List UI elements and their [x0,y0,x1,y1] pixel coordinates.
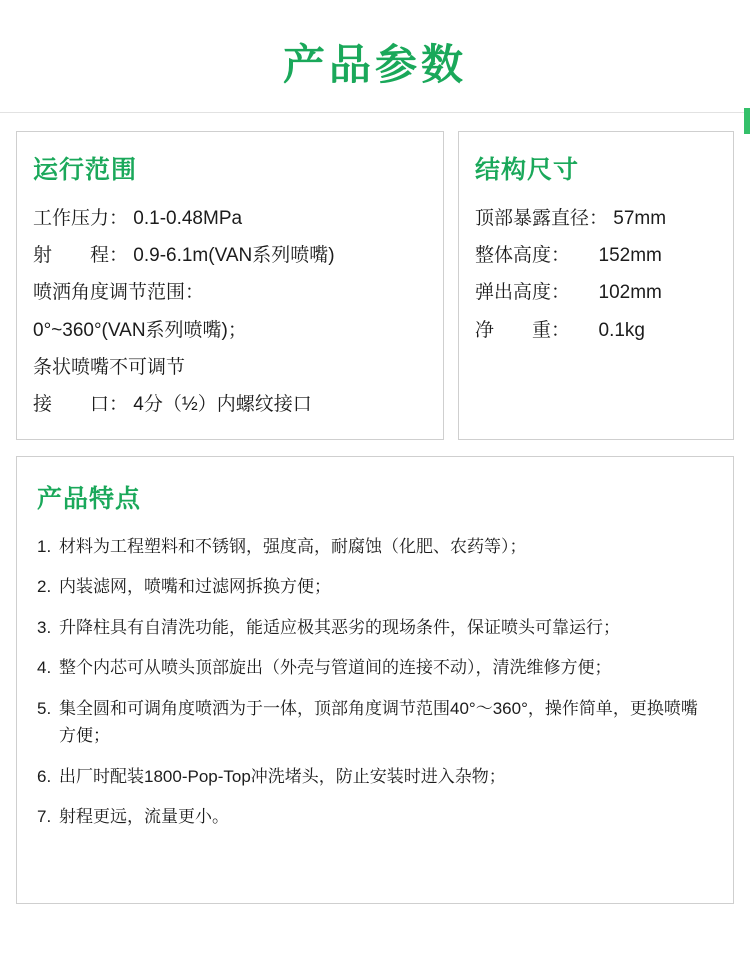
operating-range-line: 射 程： 0.9-6.1m(VAN系列喷嘴) [33,245,335,267]
feature-number: 6. [37,766,52,786]
dimensions-line: 顶部暴露直径： 57mm [475,208,667,230]
feature-text: 出厂时配装1800-Pop-Top冲洗堵头，防止安装时进入杂物； [59,766,506,786]
operating-range-line: 0°~360°(VAN系列喷嘴)； [33,319,247,341]
operating-range-line: 喷洒角度调节范围： [33,282,205,304]
accent-tick-marker [744,108,750,134]
feature-number: 4. [37,658,52,678]
dimensions-card [458,131,734,439]
feature-list-item [37,695,713,750]
operating-range-line: 接 口： 4分（½）内螺纹接口 [33,393,312,415]
feature-list-item [37,763,713,791]
spec-cards-row [0,113,750,439]
product-features-title: 产品特点 [37,484,142,513]
dimensions-line: 整体高度： 152mm [475,245,662,267]
feature-list-item [37,803,713,831]
dimensions-line: 净 重： 0.1kg [475,319,645,341]
feature-text: 材料为工程塑料和不锈钢，强度高，耐腐蚀（化肥、农药等）； [59,536,527,556]
feature-text: 整个内芯可从喷头顶部旋出（外壳与管道间的连接不动），清洗维修方便； [59,658,612,678]
dimensions-title: 结构尺寸 [475,156,580,185]
feature-text: 射程更远，流量更小。 [59,807,229,827]
feature-number: 5. [37,698,52,718]
operating-range-title: 运行范围 [33,156,138,185]
feature-number: 2. [37,577,52,597]
operating-range-card [16,131,444,439]
feature-text: 内装滤网，喷嘴和过滤网拆换方便； [59,577,331,597]
feature-number: 3. [37,617,52,637]
feature-text: 升降柱具有自清洗功能，能适应极其恶劣的现场条件，保证喷头可靠运行； [59,617,620,637]
page-title: 产品参数 [282,41,467,88]
feature-number: 7. [37,807,52,827]
product-features-card [16,456,734,904]
feature-text: 集全圆和可调角度喷洒为于一体，顶部角度调节范围40°～360°，操作简单，更换喷嘴方便； [59,698,698,746]
feature-list-item [37,573,713,601]
feature-list-item [37,533,713,561]
feature-number: 1. [37,536,52,556]
feature-list-item [37,614,713,642]
dimensions-line: 弹出高度： 102mm [475,282,662,304]
feature-list-item [37,654,713,682]
operating-range-line: 工作压力： 0.1-0.48MPa [33,208,243,230]
operating-range-line: 条状喷嘴不可调节 [33,356,186,378]
